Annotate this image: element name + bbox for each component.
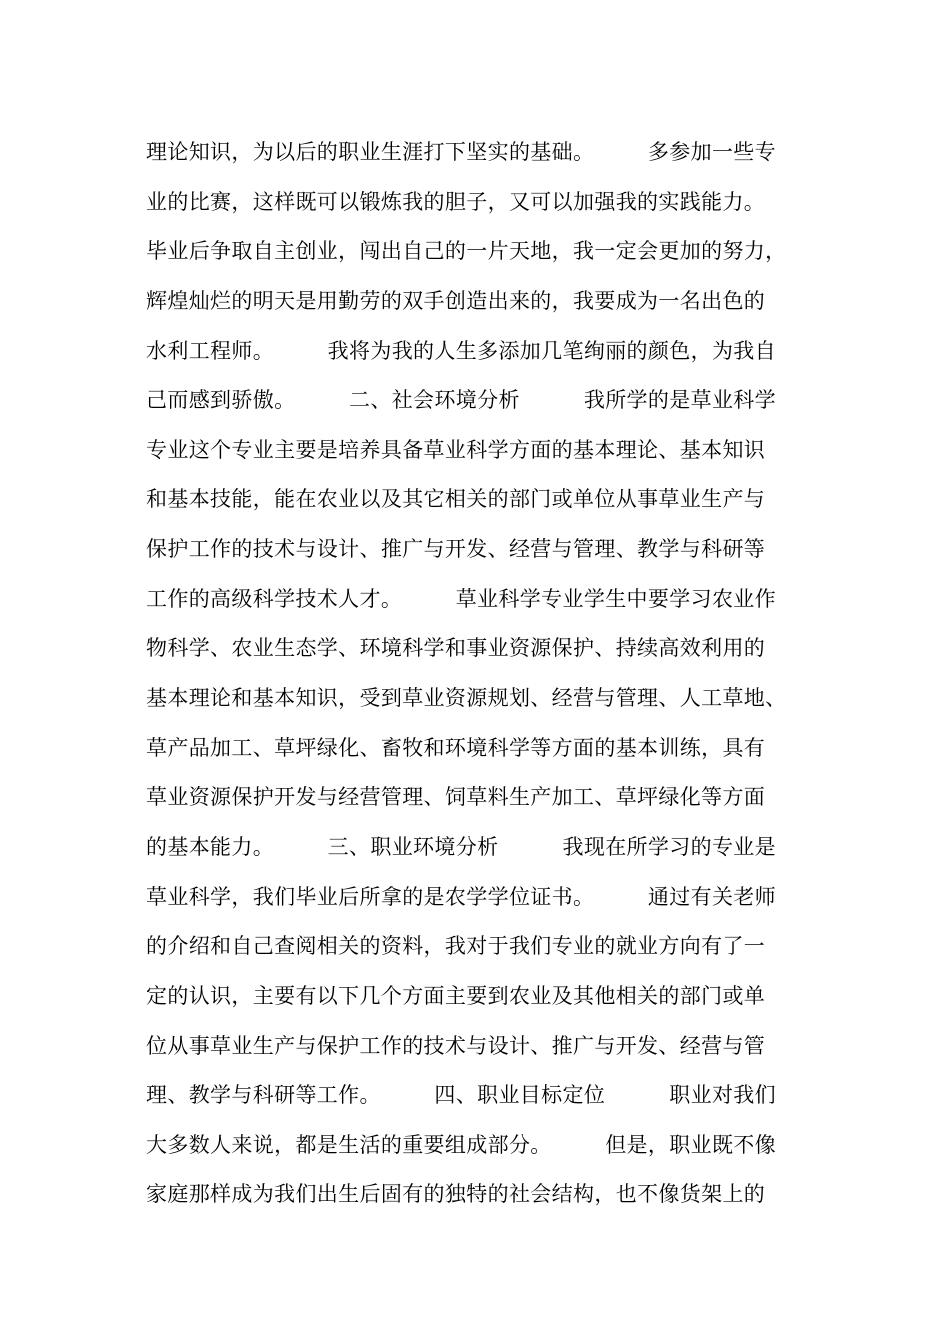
text-line: 工作的高级科学技术人才。 草业科学专业学生中要学习农业作 [146,586,776,611]
text-line: 的基本能力。 三、职业环境分析 我现在所学习的专业是 [146,834,776,859]
text-line: 己而感到骄傲。 二、社会环境分析 我所学的是草业科学 [146,388,776,413]
text-line: 基本理论和基本知识，受到草业资源规划、经营与管理、人工草地、 [146,686,787,711]
text-line: 专业这个专业主要是培养具备草业科学方面的基本理论、基本知识 [146,437,766,462]
text-line: 理、教学与科研等工作。 四、职业目标定位 职业对我们 [146,1083,776,1108]
text-line: 业的比赛，这样既可以锻炼我的胆子，又可以加强我的实践能力。 [146,189,766,214]
text-line: 和基本技能，能在农业以及其它相关的部门或单位从事草业生产与 [146,487,766,512]
text-line: 理论知识，为以后的职业生涯打下坚实的基础。 多参加一些专 [146,140,776,164]
text-line: 家庭那样成为我们出生后固有的独特的社会结构，也不像货架上的 [146,1182,766,1207]
text-line: 定的认识，主要有以下几个方面主要到农业及其他相关的部门或单 [146,983,766,1008]
text-line: 保护工作的技术与设计、推广与开发、经营与管理、教学与科研等 [146,537,766,562]
text-line: 草产品加工、草坪绿化、畜牧和环境科学等方面的基本训练，具有 [146,735,766,760]
text-line: 草业科学，我们毕业后所拿的是农学学位证书。 通过有关老师 [146,884,776,909]
text-line: 毕业后争取自主创业，闯出自己的一片天地，我一定会更加的努力， [146,239,787,264]
text-line: 水利工程师。 我将为我的人生多添加几笔绚丽的颜色，为我自 [146,338,776,363]
text-line: 草业资源保护开发与经营管理、饲草料生产加工、草坪绿化等方面 [146,785,766,810]
body-text [146,132,836,1224]
text-line: 物科学、农业生态学、环境科学和事业资源保护、持续高效利用的 [146,636,766,661]
text-line: 大多数人来说，都是生活的重要组成部分。 但是，职业既不像 [146,1132,776,1157]
text-line: 辉煌灿烂的明天是用勤劳的双手创造出来的，我要成为一名出色的 [146,288,766,313]
text-line: 的介绍和自己查阅相关的资料，我对于我们专业的就业方向有了一 [146,934,766,959]
text-line: 位从事草业生产与保护工作的技术与设计、推广与开发、经营与管 [146,1033,766,1058]
